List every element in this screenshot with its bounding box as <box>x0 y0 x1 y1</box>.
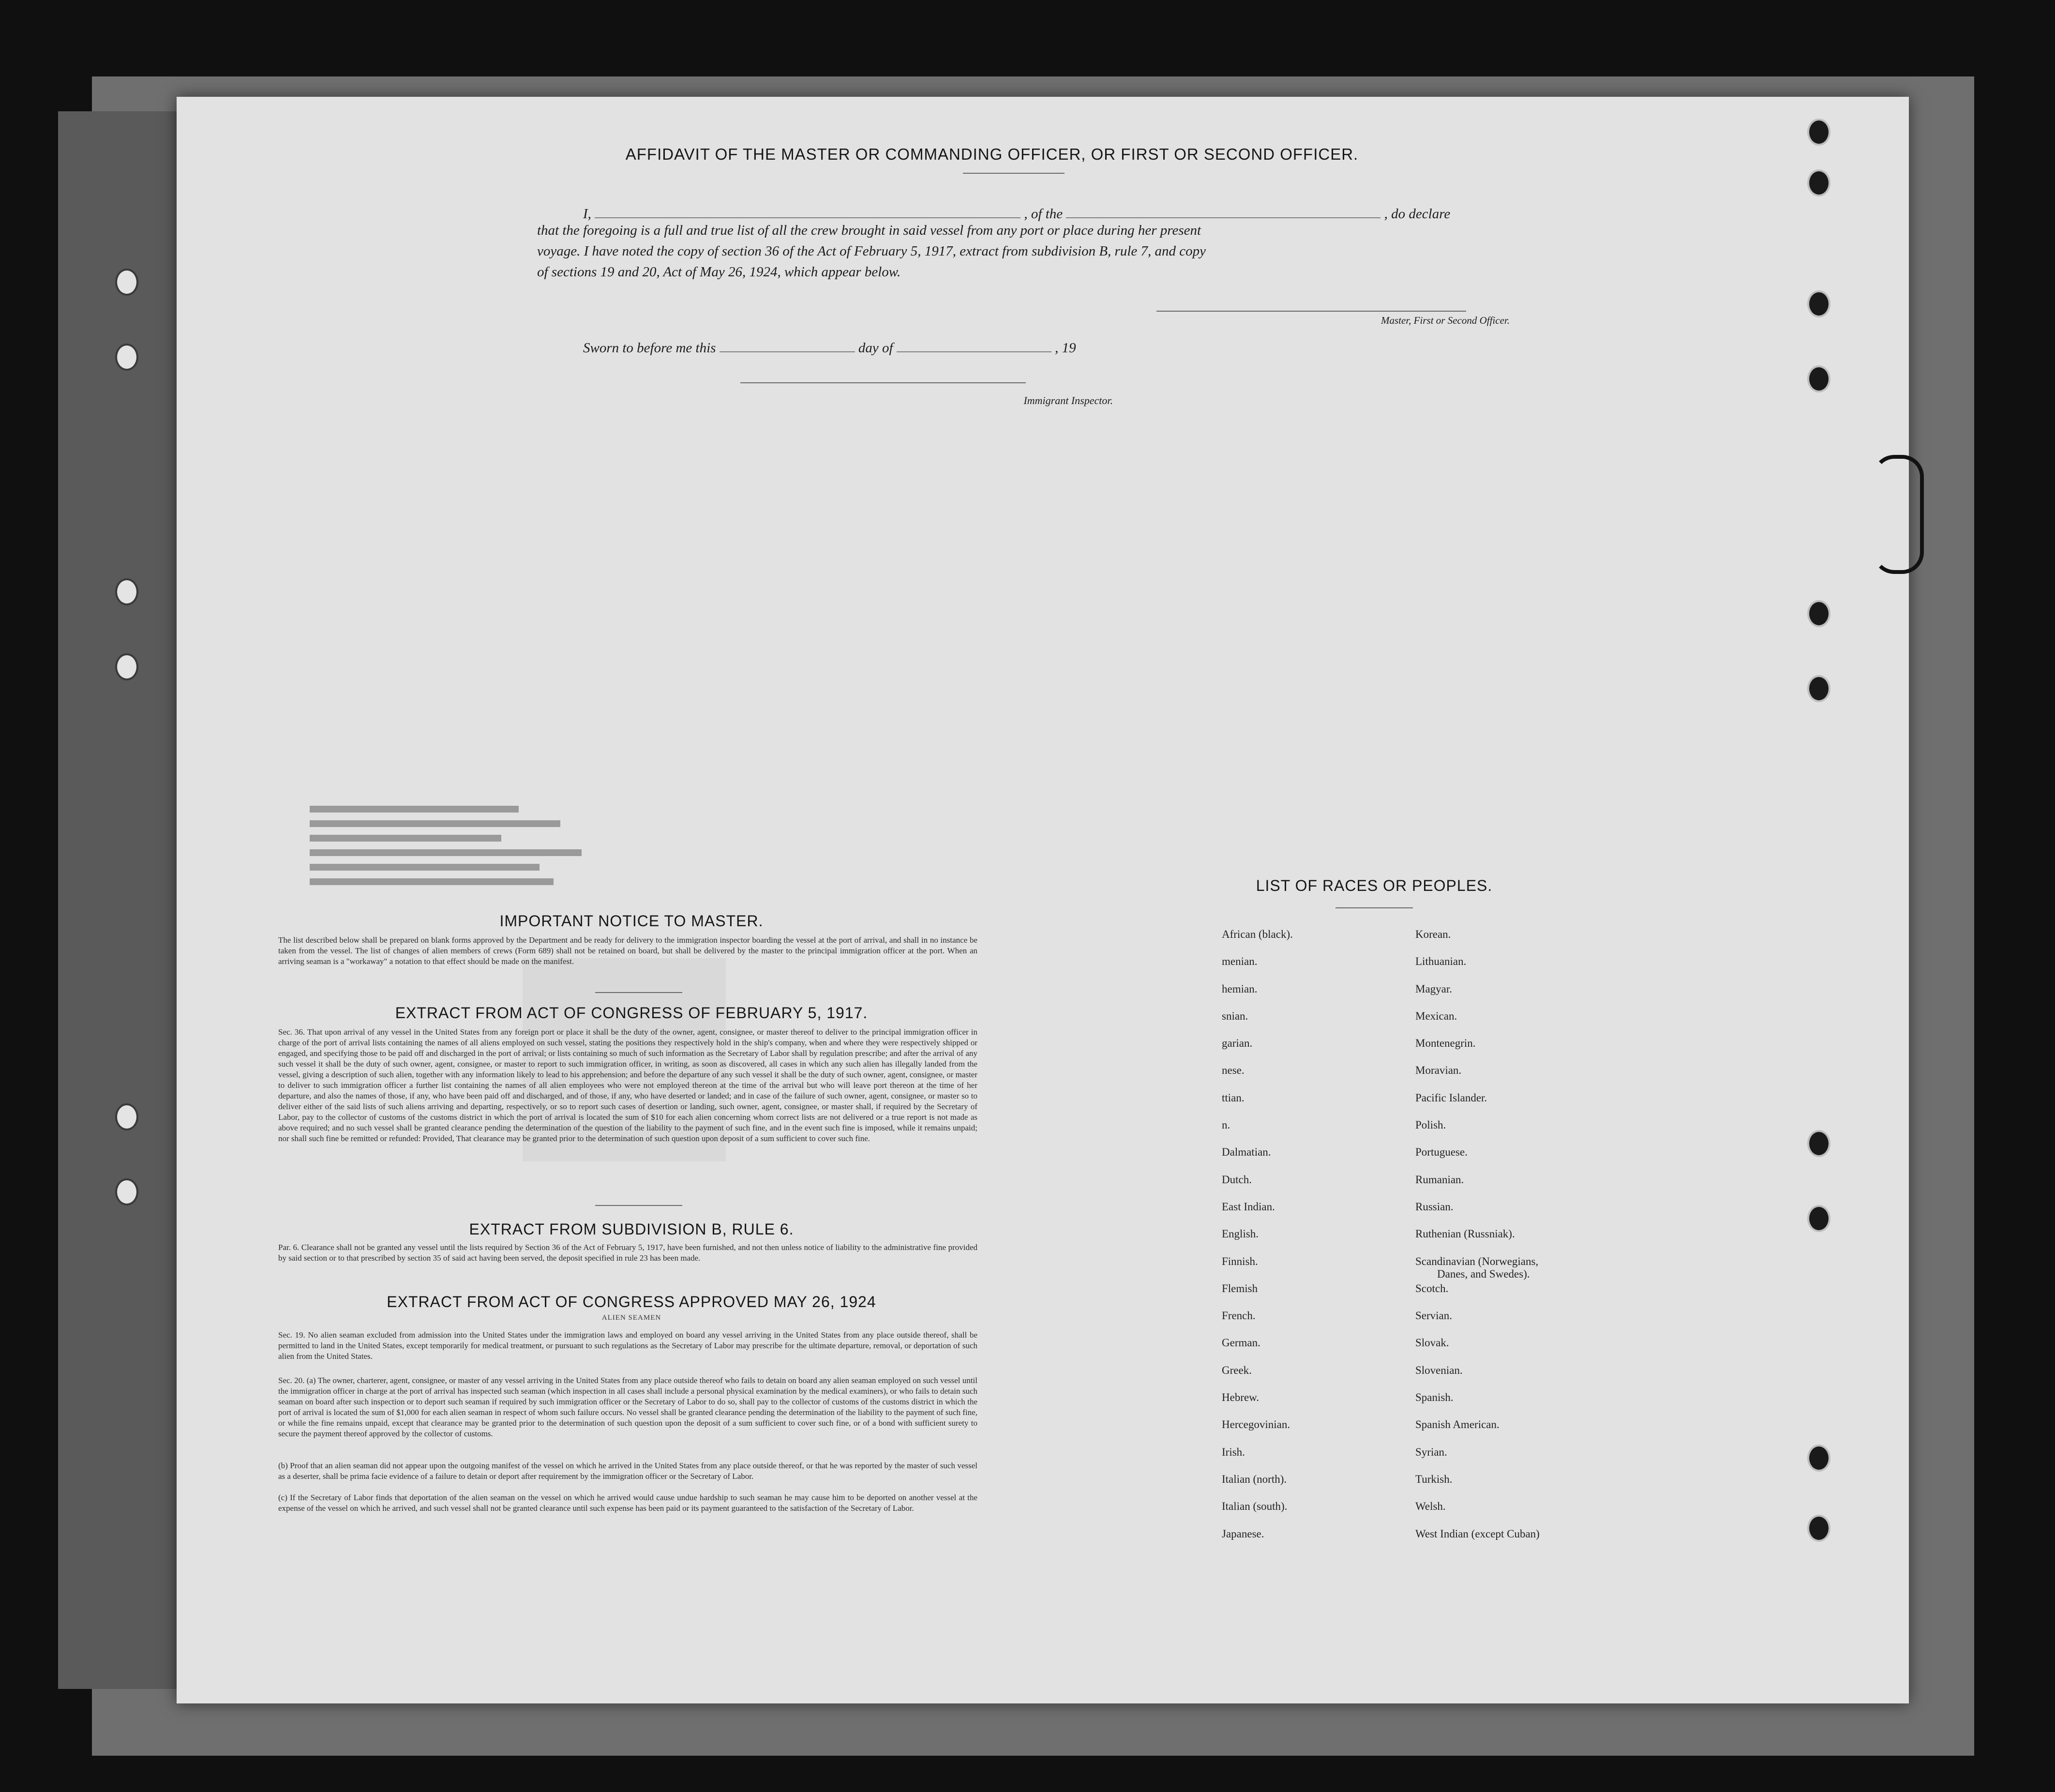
races-left-column <box>1222 928 1293 1555</box>
race-entry <box>1222 1473 1293 1500</box>
race-entry <box>1415 955 1540 982</box>
race-label: Slovak. <box>1415 1337 1449 1349</box>
race-entry <box>1415 1364 1540 1391</box>
section-divider <box>595 992 682 993</box>
act-1917-heading: EXTRACT FROM ACT OF CONGRESS OF FEBRUARY 5, 1917. <box>395 1004 868 1022</box>
race-label: German. <box>1222 1337 1260 1349</box>
race-label: African (black). <box>1222 928 1293 940</box>
race-entry <box>1222 1146 1293 1173</box>
race-entry <box>1415 1146 1540 1173</box>
race-label: Spanish American. <box>1415 1418 1500 1431</box>
inspector-label: Immigrant Inspector. <box>1023 394 1113 407</box>
race-label: Polish. <box>1415 1119 1446 1131</box>
binder-hole <box>115 1103 138 1130</box>
race-label: Finnish. <box>1222 1255 1258 1267</box>
sworn-prefix: Sworn to before me this <box>583 340 716 356</box>
day-of-label: day of <box>858 340 893 356</box>
signature-line <box>1156 311 1466 312</box>
race-label-continued: Danes, and Swedes). <box>1437 1267 1530 1280</box>
page-hole <box>1807 1205 1830 1232</box>
race-entry <box>1222 1391 1293 1418</box>
race-label: Hercegovinian. <box>1222 1418 1290 1431</box>
race-label: hemian. <box>1222 982 1258 995</box>
pen-loop-mark <box>1873 455 1924 574</box>
race-label: nese. <box>1222 1064 1245 1077</box>
race-label: Montenegrin. <box>1415 1037 1476 1050</box>
affidavit-title: AFFIDAVIT OF THE MASTER OR COMMANDING OFFICER, OR FIRST OR SECOND OFFICER. <box>625 145 1359 163</box>
races-heading-underline <box>1335 907 1413 908</box>
sworn-line <box>583 335 1212 356</box>
race-entry <box>1222 955 1293 982</box>
act-1924-sec-20c: (c) If the Secretary of Labor finds that deportation of the alien seaman on the vessel on which he arrived would cause undue hardship to such seaman he may cause him to be deported on another vessel at the expense of the vessel on which he arrived, and such vessel shall not be granted clearance until such expense has been paid or its payment guaranteed to the satisfaction of the Secretary of Labor. <box>278 1493 977 1513</box>
race-entry <box>1415 1528 1540 1555</box>
races-list <box>1222 928 1609 1557</box>
race-entry <box>1415 1337 1540 1364</box>
race-label: Lithuanian. <box>1415 955 1467 968</box>
race-label: Servian. <box>1415 1310 1453 1322</box>
race-label: Japanese. <box>1222 1527 1264 1540</box>
race-label: West Indian (except Cuban) <box>1415 1527 1540 1540</box>
race-entry <box>1222 1255 1293 1282</box>
race-entry <box>1222 1310 1293 1337</box>
race-entry <box>1415 1418 1540 1446</box>
race-label: Rumanian. <box>1415 1173 1464 1186</box>
race-label: Welsh. <box>1415 1500 1446 1513</box>
race-entry <box>1222 1201 1293 1228</box>
race-label: Mexican. <box>1415 1009 1457 1022</box>
race-label: Scandinavian (Norwegians, <box>1415 1255 1539 1267</box>
race-label: Syrian. <box>1415 1446 1447 1458</box>
race-entry <box>1415 1037 1540 1064</box>
page-hole <box>1807 290 1830 317</box>
race-entry <box>1222 1500 1293 1527</box>
race-label: Magyar. <box>1415 982 1453 995</box>
rule-6-heading: EXTRACT FROM SUBDIVISION B, RULE 6. <box>469 1220 794 1238</box>
race-entry <box>1222 1119 1293 1146</box>
race-label: Hebrew. <box>1222 1391 1260 1404</box>
notice-text: The list described below shall be prepared on blank forms approved by the Department and be ready for delivery to the immigration inspector boarding the vessel at the port of arrival, and shall in no instance be taken from the vessel. The list of changes of alien members of crews (Form 689) shall not be retained on board, but shall be delivered by the master to the principal immigration officer at the port. When an arriving seaman is a "workaway" a notation to that effect should be made on the manifest. <box>278 935 977 966</box>
race-label: snian. <box>1222 1009 1248 1022</box>
race-entry <box>1222 1228 1293 1255</box>
officer-name-field[interactable] <box>595 201 1020 218</box>
act-1924-sec-19: Sec. 19. No alien seaman excluded from admission into the United States under the immigration laws and employed on board any vessel arriving in the United States from any place outside thereof, shall be permitted to land in the United States, except temporarily for medical treatment, or pursuant to such regulations as the Secretary of Labor may prescribe for the ultimate departure, removal, or deportation of such alien from the United States. <box>278 1330 977 1361</box>
act-1917-text: Sec. 36. That upon arrival of any vessel in the United States from any foreign port or place it shall be the duty of the owner, agent, consignee, or master thereof to deliver to the principal immigration officer in charge of the port of arrival lists containing the names of all aliens employed on such vessel, stating the positions they respectively hold in the ship's company, when and where they were respectively shipped or engaged, and specifying those to be paid off and discharged in the port of arrival; or lists containing so much of such information as the Secretary of Labor shall by regulation prescribe; and after the arrival of any such vessel it shall be the duty of such owner, agent, consignee, or master to report to such immigration officer, in writing, as soon as discovered, all cases in which any such alien has illegally landed from the vessel, giving a description of such alien, together with any information likely to lead to his apprehension; and before the departure of any such vessel it shall be the duty of such owner, agent, consignee, or master to deliver to such immigration officer a further list containing the names of all alien employees who were not employed thereon at the time of the arrival but who will leave port thereon at the time of her departure, and also the names of those, if any, who have been paid off and discharged, and of those, if any, who have deserted or landed; and in case of the failure of such owner, agent, consignee, or master so to deliver either of the said lists of such aliens arriving and departing, respectively, or so to report such cases of desertion or landing, such owner, agent, consignee, or master shall, if required by the Secretary of Labor, pay to the collector of customs of the customs district in which the port of arrival is located the sum of $10 for each alien concerning whom correct lists are not delivered or a true report is not made as above required; and no such vessel shall be granted clearance pending the determination of the question of the liability to the payment of such fine, and in the event such fine is imposed, while it remains unpaid; nor shall such fine be remitted or refunded: Provided, That clearance may be granted prior to the determination of such question upon deposit of a sum sufficient to cover such fine. <box>278 1027 977 1143</box>
signature-label: Master, First or Second Officer. <box>1381 315 1510 326</box>
race-label: Scotch. <box>1415 1282 1449 1295</box>
race-label: Moravian. <box>1415 1064 1462 1077</box>
race-label: Flemish <box>1222 1282 1258 1295</box>
vessel-name-field[interactable] <box>1066 201 1380 218</box>
page-hole <box>1807 675 1830 702</box>
binder-hole <box>115 653 138 680</box>
race-entry <box>1415 1282 1540 1310</box>
page-hole <box>1807 119 1830 146</box>
race-label: Dalmatian. <box>1222 1146 1271 1159</box>
page-hole <box>1807 1130 1830 1157</box>
race-label: Korean. <box>1415 928 1451 940</box>
race-label: French. <box>1222 1310 1256 1322</box>
page-hole <box>1807 600 1830 627</box>
declarant-prefix: I, <box>583 206 591 222</box>
race-entry <box>1222 1528 1293 1555</box>
race-label: Slovenian. <box>1415 1364 1463 1376</box>
race-entry <box>1415 1201 1540 1228</box>
act-1924-sec-20a: Sec. 20. (a) The owner, charterer, agent, consignee, or master of any vessel arriving in the United States from any place outside thereof who fails to detain on board any alien seaman employed on such vessel until the immigration officer in charge at the port of arrival has inspected such seaman (which inspection in all cases shall include a personal physical examination by the medical examiners), or who fails to detain such seaman on board after such inspection or to deport such seaman if required by such immigration officer or the Secretary of Labor to do so, shall pay to the collector of customs of the customs district in which the port of arrival is located the sum of $1,000 for each alien seaman in respect of whom such failure occurs. No vessel shall be granted clearance pending the determination of the liability to the payment of such fine, or while the fine remains unpaid, except that clearance may be granted prior to the determination of such question upon the deposit of a sum sufficient to cover such fine, or of a bond with sufficient surety to secure the payment thereof approved by the collector of customs. <box>278 1376 977 1438</box>
year-prefix: , 19 <box>1055 340 1076 356</box>
race-label: menian. <box>1222 955 1258 968</box>
alien-seamen-subheading: ALIEN SEAMEN <box>601 1314 661 1322</box>
binder-hole <box>115 344 138 371</box>
race-entry <box>1222 1174 1293 1201</box>
race-entry <box>1222 1418 1293 1446</box>
race-label: Dutch. <box>1222 1173 1252 1186</box>
of-the-label: , of the <box>1024 206 1063 222</box>
race-entry <box>1415 1446 1540 1473</box>
page-hole <box>1807 1515 1830 1542</box>
binder-hole <box>115 1178 138 1205</box>
race-entry <box>1222 1010 1293 1037</box>
rule-6-text: Par. 6. Clearance shall not be granted any vessel until the lists required by Section 36 of the Act of February 5, 1917, have been furnished, and not then unless notice of liability to the administrative fine provided by said section or to that prescribed by section 35 of said act having been served, the deposit specified in rule 23 has been made. <box>278 1243 977 1263</box>
sworn-day-field[interactable] <box>720 335 855 352</box>
section-divider <box>595 1205 682 1206</box>
declaration-line-4: of sections 19 and 20, Act of May 26, 1924, which appear below. <box>537 264 901 280</box>
race-entry <box>1415 1228 1540 1255</box>
races-right-column <box>1415 928 1540 1555</box>
race-label: English. <box>1222 1228 1259 1240</box>
title-underline <box>963 173 1065 174</box>
race-entry <box>1222 1037 1293 1064</box>
race-entry <box>1222 1364 1293 1391</box>
race-label: Portuguese. <box>1415 1146 1468 1159</box>
notice-heading: IMPORTANT NOTICE TO MASTER. <box>499 912 764 930</box>
races-heading: LIST OF RACES OR PEOPLES. <box>1256 877 1493 894</box>
binder-hole <box>115 269 138 296</box>
declare-label: , do declare <box>1384 206 1451 222</box>
race-entry <box>1415 1174 1540 1201</box>
act-1924-heading: EXTRACT FROM ACT OF CONGRESS APPROVED MAY 26, 1924 <box>387 1293 876 1310</box>
race-label: Russian. <box>1415 1200 1454 1213</box>
race-label: garian. <box>1222 1037 1253 1050</box>
race-entry <box>1222 928 1293 955</box>
race-entry <box>1415 928 1540 955</box>
declaration-line-3: voyage. I have noted the copy of section 36 of the Act of February 5, 1917, extract from subdivision B, rule 7, and copy <box>537 243 1206 259</box>
race-label: Pacific Islander. <box>1415 1091 1487 1104</box>
race-entry <box>1222 1092 1293 1119</box>
race-label: Turkish. <box>1415 1473 1453 1485</box>
race-label: Italian (south). <box>1222 1500 1288 1513</box>
race-entry <box>1222 1446 1293 1473</box>
page-hole <box>1807 169 1830 196</box>
declaration-line-1 <box>583 201 1502 222</box>
race-entry <box>1415 1500 1540 1527</box>
race-label: Spanish. <box>1415 1391 1454 1404</box>
race-entry <box>1222 983 1293 1010</box>
race-entry <box>1222 1337 1293 1364</box>
binder-hole <box>115 578 138 605</box>
race-entry <box>1415 1255 1540 1282</box>
race-entry <box>1415 1391 1540 1418</box>
race-label: Irish. <box>1222 1446 1245 1458</box>
race-label: ttian. <box>1222 1091 1245 1104</box>
page-hole <box>1807 1445 1830 1472</box>
sworn-month-field[interactable] <box>897 335 1051 352</box>
race-entry <box>1415 1010 1540 1037</box>
race-label: n. <box>1222 1119 1230 1131</box>
race-entry <box>1415 983 1540 1010</box>
faded-stamp <box>310 806 658 917</box>
act-1924-sec-20b: (b) Proof that an alien seaman did not appear upon the outgoing manifest of the vessel on which he arrived in the United States from any place outside thereof, or that he was reported by the master of such vessel as a deserter, shall be prima facie evidence of a failure to detain or deport after requirement by the immigration officer or the Secretary of Labor. <box>278 1461 977 1481</box>
race-entry <box>1222 1064 1293 1091</box>
race-label: Greek. <box>1222 1364 1252 1376</box>
inspector-signature-line <box>740 382 1026 383</box>
declaration-line-2: that the foregoing is a full and true list of all the crew brought in said vessel from any port or place during her present <box>537 223 1201 238</box>
race-entry <box>1415 1119 1540 1146</box>
race-entry <box>1222 1282 1293 1310</box>
race-entry <box>1415 1064 1540 1091</box>
race-label: Ruthenian (Russniak). <box>1415 1228 1515 1240</box>
race-label: Italian (north). <box>1222 1473 1287 1485</box>
race-label: East Indian. <box>1222 1200 1275 1213</box>
page-hole <box>1807 365 1830 392</box>
race-entry <box>1415 1473 1540 1500</box>
race-entry <box>1415 1092 1540 1119</box>
race-entry <box>1415 1310 1540 1337</box>
